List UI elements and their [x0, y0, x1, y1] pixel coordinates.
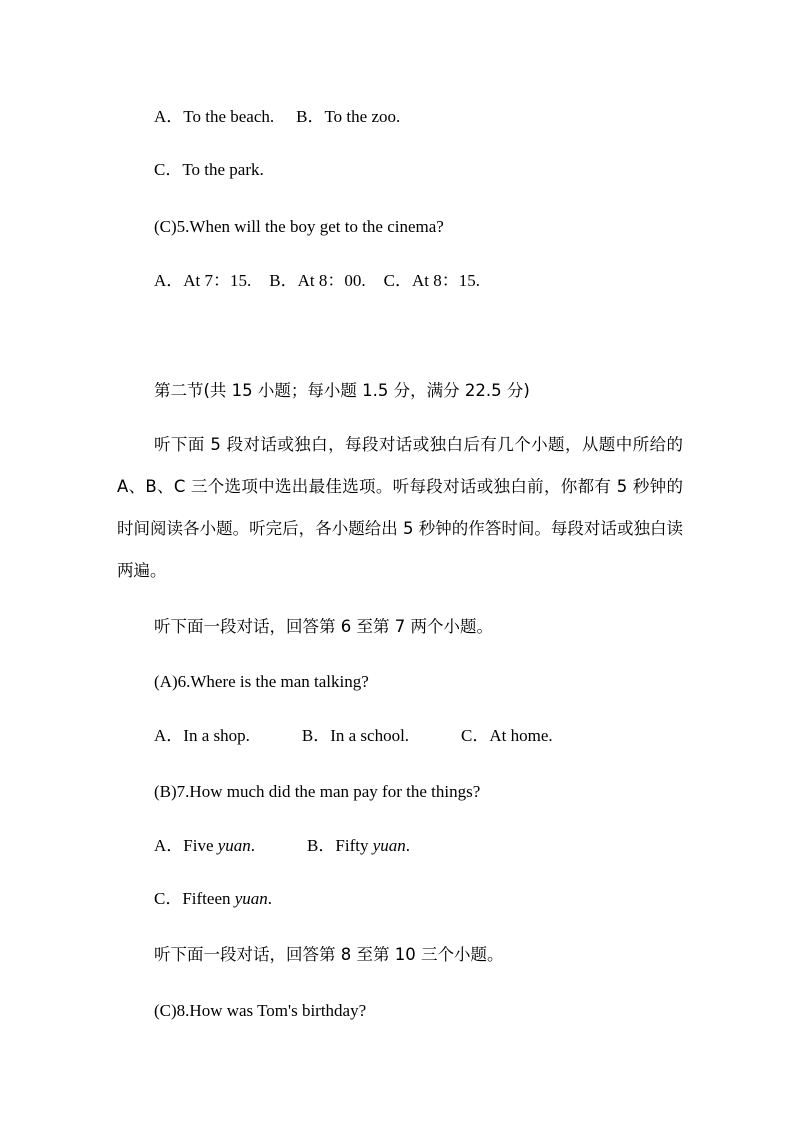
q4-option-c: C．To the park. — [154, 160, 264, 179]
q7-option-a-currency: yuan — [217, 836, 251, 855]
q7-option-b — [307, 834, 410, 858]
section-heading: 第二节(共 15 小题；每小题 1.5 分，满分 22.5 分) — [154, 381, 530, 400]
q5-option-c: C．At 8：15. — [383, 271, 480, 290]
q7-option-c-period: . — [267, 889, 273, 908]
q4-options-row-2 — [154, 158, 264, 182]
q7-option-a-period: . — [250, 836, 256, 855]
dialogue-intro-2: 听下面一段对话，回答第 8 至第 10 三个小题。 — [154, 945, 504, 964]
q5-option-a: A．At 7：15. — [154, 271, 252, 290]
q6-stem: (A)6.Where is the man talking? — [154, 672, 369, 691]
q7-option-c-text: C．Fifteen — [154, 889, 235, 908]
q4-options-row-1 — [154, 105, 400, 129]
q6-options-row — [154, 724, 553, 748]
q7-option-c — [154, 887, 272, 911]
q7-option-b-text: B．Fifty — [307, 836, 373, 855]
q7-option-a — [154, 834, 255, 858]
q7-option-c-currency: yuan — [234, 889, 268, 908]
dialogue-intro-1: 听下面一段对话，回答第 6 至第 7 两个小题。 — [154, 617, 493, 636]
q7-options-row-2 — [154, 887, 272, 911]
q8-stem: (C)8.How was Tom's birthday? — [154, 1001, 367, 1020]
q4-option-b: B．To the zoo. — [296, 107, 401, 126]
q7-options-row-1 — [154, 834, 410, 858]
q5-stem: (C)5.When will the boy get to the cinema? — [154, 217, 444, 236]
q7-option-b-currency: yuan — [372, 836, 406, 855]
q7-option-b-period: . — [405, 836, 410, 855]
q4-option-a: A．To the beach. — [154, 107, 275, 126]
q6-option-a: A．In a shop. — [154, 726, 250, 745]
q5-options-row — [154, 269, 480, 293]
q6-option-b: B．In a school. — [301, 726, 410, 745]
section-instructions: 听下面 5 段对话或独白，每段对话或独白后有几个小题，从题中所给的 A、B、C 三个选项中选出最佳选项。听每段对话或独白前，你都有 5 秒钟的时间阅读各小题。听完后，各小题给出 5 秒钟的作答时间。每段对话或独白读两遍。 — [117, 435, 683, 580]
q5-option-b: B．At 8：00. — [269, 271, 366, 290]
q7-stem: (B)7.How much did the man pay for the things? — [154, 782, 481, 801]
q7-option-a-text: A．Five — [154, 836, 218, 855]
q6-option-c: C．At home. — [461, 726, 553, 745]
